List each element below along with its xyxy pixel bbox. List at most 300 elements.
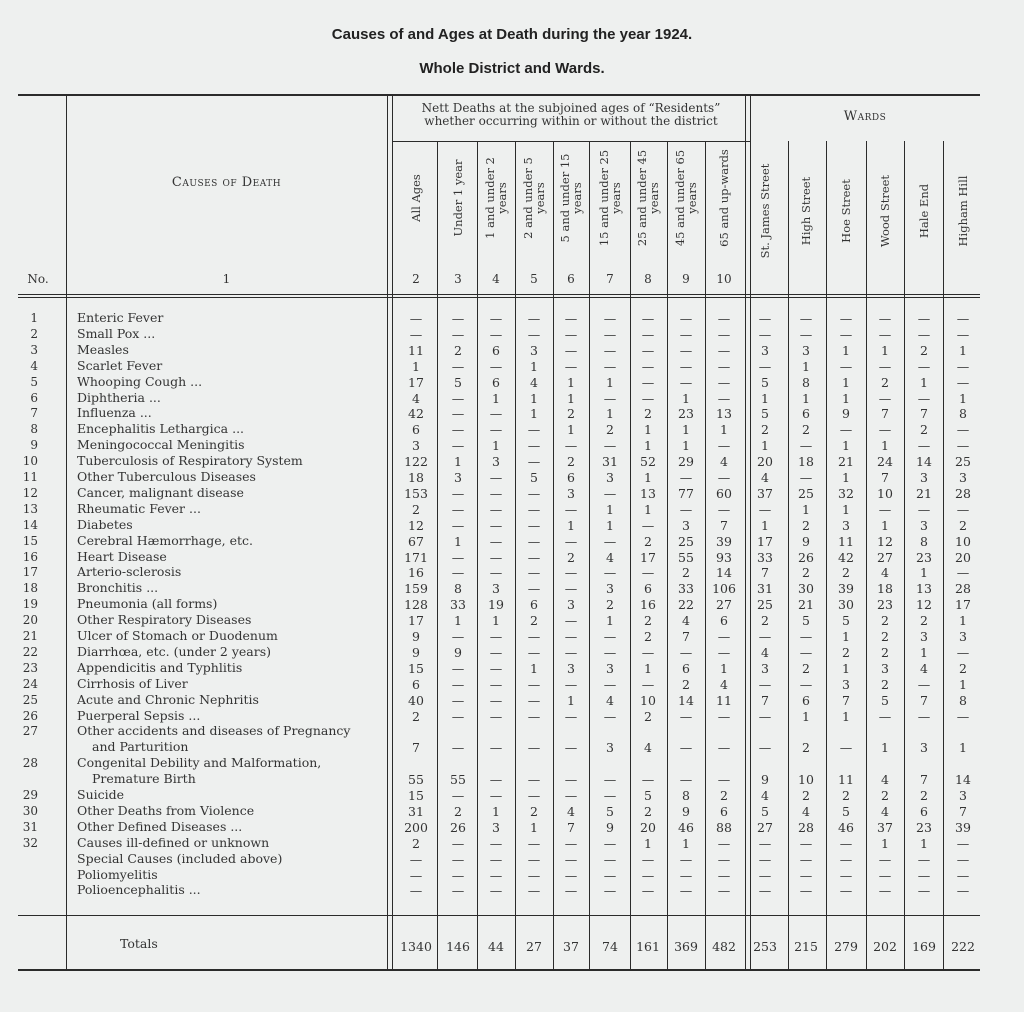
table-cell: 10	[640, 692, 656, 708]
table-cell: 5	[881, 692, 889, 708]
row-number: 9	[30, 438, 38, 453]
table-cell: 1	[412, 358, 420, 374]
table-cell: 2	[454, 803, 462, 819]
table-cell: 3	[761, 342, 769, 358]
row-number: 18	[22, 581, 38, 596]
cause-name: Polioencephalitis ...	[77, 883, 201, 898]
table-cell: 6	[682, 660, 690, 676]
table-cell: —	[956, 835, 970, 851]
table-cell: 4	[881, 565, 889, 581]
table-cell: —	[679, 867, 693, 883]
cause-name: Cerebral Hæmorrhage, etc.	[77, 533, 253, 548]
table-cell: 1	[644, 470, 652, 485]
column-rule	[66, 94, 67, 969]
table-cell: —	[451, 565, 465, 581]
table-cell: —	[799, 867, 813, 883]
table-cell: 1	[959, 613, 967, 629]
row-number: 14	[22, 517, 38, 532]
table-cell: —	[527, 581, 541, 597]
cause-name: Congenital Debility and Malformation,	[77, 756, 322, 771]
table-cell: 1	[842, 374, 850, 390]
table-cell: 3	[920, 470, 928, 485]
table-cell: —	[489, 422, 503, 438]
table-cell: —	[527, 867, 541, 883]
table-cell: 3	[530, 342, 538, 358]
column-rule	[745, 94, 746, 969]
table-cell: 7	[842, 692, 850, 708]
table-cell: 23	[678, 406, 694, 422]
table-cell: —	[451, 740, 465, 756]
page-title: Causes of and Ages at Death during the year 1924.	[331, 26, 693, 43]
page-subtitle: Whole District and Wards.	[419, 60, 605, 77]
table-cell: —	[878, 326, 892, 342]
cause-name: Other Respiratory Diseases	[77, 613, 252, 628]
table-cell: —	[564, 358, 578, 374]
table-cell: —	[956, 883, 970, 899]
table-cell: 4	[720, 676, 728, 692]
table-cell: 55	[450, 772, 466, 788]
table-cell: —	[489, 692, 503, 708]
table-cell: —	[603, 485, 617, 501]
table-cell: —	[717, 883, 731, 899]
totals-cell: 202	[873, 939, 897, 954]
table-cell: —	[717, 867, 731, 883]
table-cell: —	[717, 311, 731, 326]
table-cell: 4	[530, 374, 538, 390]
totals-cell: 74	[602, 939, 618, 954]
table-cell: —	[641, 676, 655, 692]
row-number: 29	[22, 788, 38, 802]
column-header-label: All Ages	[408, 174, 423, 222]
table-cell: —	[489, 740, 503, 756]
table-cell: —	[878, 358, 892, 374]
cause-name: Heart Disease	[77, 549, 167, 564]
column-rule	[904, 141, 905, 969]
table-cell: —	[839, 422, 853, 438]
table-cell: —	[717, 835, 731, 851]
table-cell: 2	[644, 406, 652, 422]
row-number: 7	[30, 406, 38, 421]
table-cell: 1	[606, 406, 614, 422]
cause-name: Appendicitis and Typhlitis	[77, 660, 243, 675]
column-number: 5	[530, 272, 538, 286]
table-cell: 1	[842, 390, 850, 406]
table-cell: 10	[798, 772, 814, 788]
table-cell: 1	[567, 374, 575, 390]
table-cell: —	[564, 629, 578, 644]
table-cell: 2	[881, 788, 889, 803]
table-cell: —	[527, 326, 541, 342]
table-cell: 1	[959, 740, 967, 756]
column-rule	[437, 141, 438, 969]
table-cell: —	[527, 883, 541, 899]
table-cell: 15	[408, 660, 424, 676]
table-cell: 1	[682, 835, 690, 851]
table-cell: 1	[644, 660, 652, 676]
table-cell: —	[679, 470, 693, 485]
column-number: 8	[644, 272, 652, 286]
table-cell: —	[839, 326, 853, 342]
table-cell: —	[878, 390, 892, 406]
table-cell: —	[799, 644, 813, 660]
table-cell: —	[758, 501, 772, 517]
table-cell: 1	[920, 644, 928, 660]
row-number: 13	[22, 501, 38, 516]
table-cell: 40	[408, 692, 424, 708]
table-cell: 9	[761, 772, 769, 788]
wards-group-heading: Wards	[843, 109, 887, 124]
table-cell: —	[451, 406, 465, 422]
table-cell: 2	[412, 835, 420, 851]
totals-cell: 253	[753, 939, 777, 954]
column-header-label: 2 and under 5 years	[520, 157, 547, 239]
table-cell: 11	[408, 342, 424, 358]
column-rule	[866, 141, 867, 969]
cause-name: Other accidents and diseases of Pregnancy	[77, 724, 351, 739]
table-cell: 1	[802, 501, 810, 517]
table-cell: —	[799, 470, 813, 485]
row-number: 8	[30, 422, 38, 437]
table-cell: 16	[408, 565, 424, 581]
table-cell: 2	[644, 533, 652, 549]
table-cell: —	[489, 358, 503, 374]
table-cell: —	[679, 740, 693, 756]
table-cell: 30	[838, 597, 854, 613]
column-header-label: Wood Street	[877, 174, 892, 248]
table-cell: 46	[678, 819, 694, 835]
column-rule	[387, 94, 388, 969]
table-cell: 7	[920, 692, 928, 708]
table-cell: 18	[877, 581, 893, 597]
table-cell: 8	[959, 692, 967, 708]
table-cell: —	[679, 851, 693, 867]
row-number: 17	[22, 565, 38, 580]
table-cell: 3	[959, 470, 967, 485]
table-cell: —	[839, 883, 853, 899]
table-cell: 1	[761, 438, 769, 454]
table-cell: —	[451, 422, 465, 438]
table-cell: —	[679, 708, 693, 724]
table-cell: 17	[955, 597, 971, 613]
table-cell: 4	[644, 740, 652, 756]
table-cell: —	[451, 676, 465, 692]
table-cell: 8	[802, 374, 810, 390]
table-cell: 17	[640, 549, 656, 565]
table-cell: —	[917, 311, 931, 326]
table-cell: 9	[842, 406, 850, 422]
table-cell: —	[527, 485, 541, 501]
table-cell: 2	[802, 517, 810, 533]
cause-name-continued: Premature Birth	[92, 772, 196, 787]
column-number: 9	[682, 272, 690, 286]
table-cell: —	[409, 867, 423, 883]
column-rule	[392, 94, 393, 969]
table-cell: —	[717, 470, 731, 485]
totals-cell: 44	[488, 939, 504, 954]
table-cell: 1	[881, 835, 889, 851]
row-number: 10	[22, 454, 38, 469]
table-cell: —	[917, 867, 931, 883]
row-number: 3	[30, 342, 38, 357]
totals-cell: 146	[446, 939, 470, 954]
row-number: 30	[22, 803, 38, 818]
table-cell: 2	[881, 374, 889, 390]
table-cell: 3	[606, 740, 614, 756]
totals-cell: 369	[674, 939, 698, 954]
table-cell: 2	[644, 613, 652, 629]
column-rule	[477, 141, 478, 969]
table-cell: 4	[920, 660, 928, 676]
table-cell: —	[641, 867, 655, 883]
table-cell: —	[641, 326, 655, 342]
table-cell: 8	[959, 406, 967, 422]
column-number: 10	[716, 272, 732, 286]
column-header-label: 5 and under 15 years	[557, 153, 584, 243]
table-cell: —	[641, 517, 655, 533]
table-cell: —	[527, 517, 541, 533]
table-cell: 1	[454, 454, 462, 470]
column-rule	[515, 141, 516, 969]
table-cell: 1	[530, 358, 538, 374]
table-cell: —	[878, 311, 892, 326]
table-cell: —	[527, 740, 541, 756]
table-cell: 7	[959, 803, 967, 819]
table-cell: 2	[644, 803, 652, 819]
table-cell: 1	[530, 819, 538, 835]
table-cell: —	[603, 438, 617, 454]
table-cell: 6	[720, 803, 728, 819]
table-cell: —	[679, 326, 693, 342]
table-cell: —	[527, 676, 541, 692]
table-cell: 4	[881, 803, 889, 819]
table-cell: 6	[492, 342, 500, 358]
table-cell: 7	[761, 692, 769, 708]
table-cell: 2	[567, 549, 575, 565]
cause-name: Special Causes (included above)	[77, 851, 283, 866]
column-rule	[705, 141, 706, 969]
table-cell: —	[489, 470, 503, 485]
table-cell: —	[451, 485, 465, 501]
table-cell: —	[603, 851, 617, 867]
table-cell: —	[564, 867, 578, 883]
cause-name: Suicide	[77, 788, 125, 802]
totals-cell: 279	[834, 939, 858, 954]
table-cell: —	[451, 692, 465, 708]
table-cell: —	[641, 851, 655, 867]
table-cell: —	[527, 629, 541, 644]
table-cell: 39	[955, 819, 971, 835]
table-cell: 1	[842, 470, 850, 485]
table-cell: —	[564, 851, 578, 867]
table-cell: 14	[716, 565, 732, 581]
table-cell: 2	[761, 422, 769, 438]
table-cell: 5	[842, 613, 850, 629]
table-cell: —	[917, 851, 931, 867]
table-cell: 17	[408, 613, 424, 629]
table-cell: —	[679, 342, 693, 358]
table-cell: 4	[682, 613, 690, 629]
table-cell: 52	[640, 454, 656, 470]
table-cell: 3	[412, 438, 420, 454]
cause-name: Poliomyelitis	[77, 867, 158, 882]
table-cell: 1	[842, 342, 850, 358]
table-cell: —	[451, 517, 465, 533]
table-cell: 24	[877, 454, 893, 470]
table-cell: 5	[761, 406, 769, 422]
table-cell: 1	[802, 708, 810, 724]
table-cell: —	[917, 883, 931, 899]
table-cell: —	[527, 422, 541, 438]
table-cell: 2	[920, 613, 928, 629]
table-cell: 28	[955, 485, 971, 501]
table-cell: 2	[802, 422, 810, 438]
cause-name: Enteric Fever	[77, 311, 164, 325]
table-cell: 21	[798, 597, 814, 613]
table-cell: —	[956, 565, 970, 581]
table-cell: —	[564, 613, 578, 629]
table-cell: 3	[567, 485, 575, 501]
table-cell: —	[917, 501, 931, 517]
table-cell: 1	[530, 406, 538, 422]
totals-cell: 27	[526, 939, 542, 954]
table-cell: 7	[567, 819, 575, 835]
table-cell: 3	[492, 454, 500, 470]
table-cell: 23	[877, 597, 893, 613]
table-bottom-rule	[18, 969, 980, 971]
column-header-label: 65 and up-wards	[716, 149, 731, 247]
table-cell: 2	[682, 676, 690, 692]
totals-cell: 482	[712, 939, 736, 954]
table-cell: —	[956, 644, 970, 660]
table-cell: 9	[412, 629, 420, 644]
table-cell: 2	[842, 565, 850, 581]
table-cell: 1	[492, 803, 500, 819]
table-cell: 2	[842, 788, 850, 803]
column-rule	[589, 141, 590, 969]
table-cell: 4	[761, 470, 769, 485]
table-cell: 5	[606, 803, 614, 819]
table-cell: —	[641, 374, 655, 390]
table-cell: —	[489, 644, 503, 660]
table-cell: 39	[838, 581, 854, 597]
table-cell: 67	[408, 533, 424, 549]
table-cell: —	[527, 565, 541, 581]
column-header-label: Higham Hill	[955, 175, 970, 247]
table-cell: 9	[802, 533, 810, 549]
table-cell: —	[878, 883, 892, 899]
table-cell: —	[409, 326, 423, 342]
cause-name: Diphtheria ...	[77, 390, 161, 405]
table-cell: 3	[920, 740, 928, 756]
table-cell: 2	[530, 803, 538, 819]
table-cell: 3	[606, 660, 614, 676]
table-cell: —	[564, 788, 578, 803]
table-cell: 3	[682, 517, 690, 533]
table-cell: —	[603, 708, 617, 724]
table-cell: 2	[412, 501, 420, 517]
table-cell: —	[641, 565, 655, 581]
column-header-label: 45 and under 65 years	[672, 149, 699, 247]
table-cell: 2	[881, 613, 889, 629]
table-cell: 1	[842, 629, 850, 644]
table-cell: 19	[488, 597, 504, 613]
table-cell: —	[679, 311, 693, 326]
table-cell: 3	[920, 629, 928, 644]
table-cell: 1	[567, 390, 575, 406]
table-cell: 4	[761, 788, 769, 803]
table-cell: 2	[881, 629, 889, 644]
table-cell: —	[717, 772, 731, 788]
row-number: 27	[22, 724, 38, 739]
table-cell: 14	[916, 454, 932, 470]
table-cell: 55	[408, 772, 424, 788]
cause-name-continued: and Parturition	[92, 740, 189, 755]
table-cell: 23	[916, 819, 932, 835]
column-rule	[943, 141, 944, 969]
row-number: 31	[22, 819, 38, 834]
table-cell: 13	[916, 581, 932, 597]
row-number: 28	[22, 756, 38, 771]
table-cell: 7	[881, 406, 889, 422]
table-cell: —	[641, 342, 655, 358]
table-cell: 30	[798, 581, 814, 597]
ages-group-heading: Nett Deaths at the subjoined ages of “Residents” whether occurring within or without the district	[421, 101, 721, 128]
column-number: 4	[492, 272, 500, 286]
table-cell: 2	[920, 342, 928, 358]
cause-name: Cirrhosis of Liver	[77, 676, 188, 691]
table-cell: 128	[404, 597, 428, 613]
table-cell: 9	[682, 803, 690, 819]
table-cell: 23	[916, 549, 932, 565]
table-cell: 5	[530, 470, 538, 485]
table-cell: 1	[761, 517, 769, 533]
row-number: 6	[30, 390, 38, 405]
table-cell: —	[527, 501, 541, 517]
table-cell: 27	[757, 819, 773, 835]
table-cell: 1	[454, 613, 462, 629]
table-top-rule	[18, 94, 980, 96]
cause-name: Acute and Chronic Nephritis	[77, 692, 259, 707]
table-cell: 31	[408, 803, 424, 819]
table-cell: —	[758, 326, 772, 342]
table-cell: 46	[838, 819, 854, 835]
row-number: 21	[22, 629, 38, 643]
table-cell: 26	[450, 819, 466, 835]
table-cell: 25	[757, 597, 773, 613]
row-number: 24	[22, 676, 38, 691]
table-cell: 2	[720, 788, 728, 803]
table-cell: 3	[802, 342, 810, 358]
table-cell: —	[489, 549, 503, 565]
table-cell: 12	[408, 517, 424, 533]
table-cell: —	[451, 867, 465, 883]
table-cell: 1	[567, 692, 575, 708]
table-cell: —	[717, 374, 731, 390]
cause-name: Influenza ...	[77, 406, 152, 421]
table-cell: 77	[678, 485, 694, 501]
row-number: 16	[22, 549, 38, 564]
row-number: 23	[22, 660, 38, 675]
table-cell: 6	[802, 692, 810, 708]
table-cell: 16	[640, 597, 656, 613]
table-cell: —	[679, 883, 693, 899]
table-cell: 2	[920, 788, 928, 803]
table-cell: 33	[450, 597, 466, 613]
table-cell: 26	[798, 549, 814, 565]
table-cell: —	[839, 358, 853, 374]
table-cell: 6	[567, 470, 575, 485]
table-cell: —	[799, 438, 813, 454]
